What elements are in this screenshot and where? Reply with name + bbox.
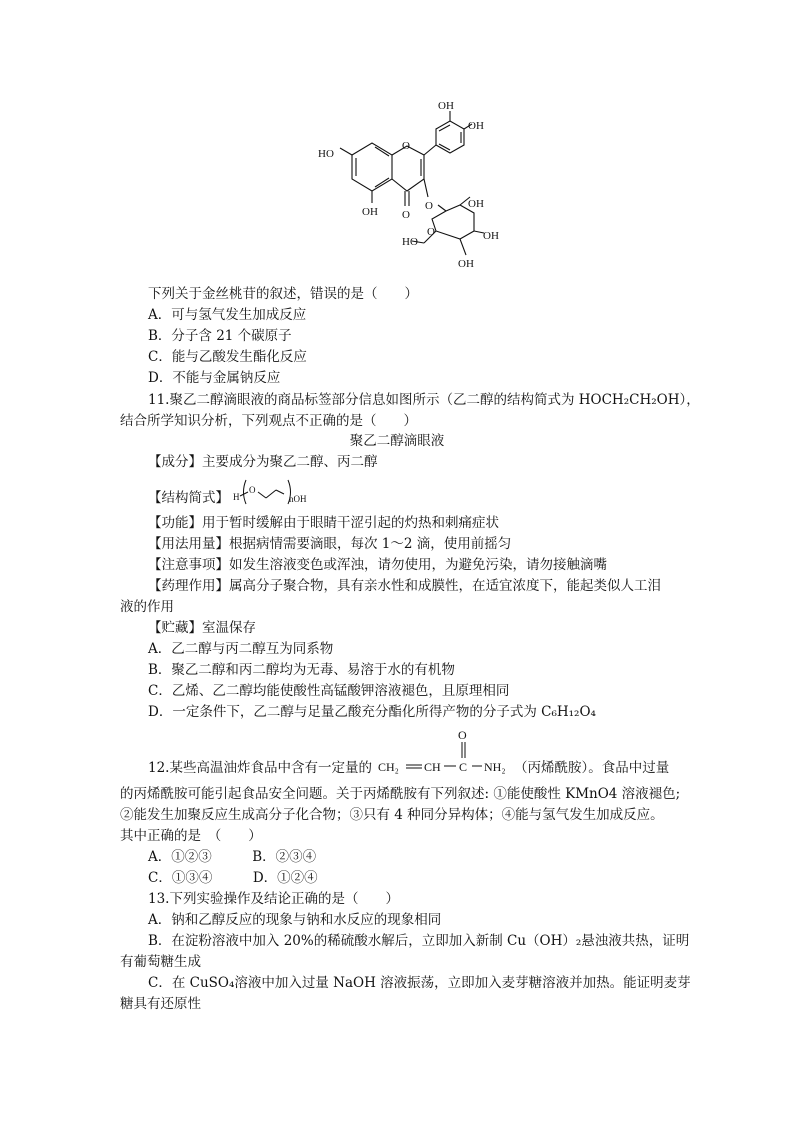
q12-options-ab: A．①②③ B．②③④ (148, 849, 317, 865)
q11-notes: 【注意事项】如发生溶液变色或浑浊，请勿使用，为避免污染，请勿接触滴嘴 (148, 557, 607, 573)
q11-ingredient: 【成分】主要成分为聚乙二醇、丙二醇 (148, 454, 378, 470)
q13-option-a: A．钠和乙醇反应的现象与钠和水反应的现象相同 (148, 912, 442, 928)
label-oh-top2: OH (468, 120, 484, 132)
q11-option-a: A．乙二醇与丙二醇互为同系物 (148, 641, 334, 657)
q11-usage: 【用法用量】根据病情需要滴眼，每次 1～2 滴，使用前摇匀 (148, 536, 512, 552)
q10-option-b: B．分子含 21 个碳原子 (148, 328, 292, 344)
label-ho-sugar: HO (402, 236, 418, 248)
label-o-keto: O (402, 209, 410, 221)
q10-option-c: C．能与乙酸发生酯化反应 (148, 349, 307, 365)
acrylamide-ch2: CH₂ (378, 760, 399, 774)
ring-b (436, 121, 464, 153)
q10-option-a: A．可与氢气发生加成反应 (148, 307, 307, 323)
label-o-ring: O (402, 140, 410, 152)
label-oh-bottom: OH (362, 206, 378, 218)
q13-option-c-line1: C．在 CuSO₄溶液中加入过量 NaOH 溶液振荡，立即加入麦芽糖溶液并加热。能证明麦芽 (148, 975, 691, 991)
hyperoside-structure-diagram (300, 100, 540, 285)
q12-stem-suffix: （丙烯酰胺）。食品中过量 (514, 760, 670, 776)
q11-option-b: B．聚乙二醇和丙二醇均为无毒、易溶于水的有机物 (148, 662, 455, 678)
q11-option-d: D．一定条件下，乙二醇与足量乙酸充分酯化所得产物的分子式为 C₆H₁₂O₄ (148, 704, 596, 720)
q11-stem-line2: 结合所学知识分析，下列观点不正确的是（ ） (120, 413, 417, 429)
q13-option-b-line2: 有葡萄糖生成 (120, 954, 201, 970)
acrylamide-ch: CH (424, 760, 441, 774)
label-oh-sugar2: OH (483, 230, 499, 242)
ring-c (392, 146, 424, 191)
label-oh-sugar3: OH (458, 258, 474, 270)
q12-stem-line3: ②能发生加聚反应生成高分子化合物；③只有 4 种同分异构体；④能与氢气发生加成反应。 (120, 807, 664, 823)
q11-option-c: C．乙烯、乙二醇均能使酸性高锰酸钾溶液褪色，且原理相同 (148, 683, 510, 699)
peg-n-oh: nOH (289, 494, 307, 504)
q10-option-d: D．不能与金属钠反应 (148, 370, 281, 386)
q13-option-c-line2: 糖具有还原性 (120, 996, 201, 1012)
peg-structure-formula (232, 476, 312, 508)
acrylamide-c: C (459, 760, 468, 774)
acrylamide-nh2: NH₂ (484, 760, 506, 774)
peg-h: H (233, 492, 240, 502)
q10-stem: 下列关于金丝桃苷的叙述，错误的是（ ） (148, 286, 418, 302)
q11-storage: 【贮藏】室温保存 (148, 620, 256, 636)
q13-option-b-line1: B．在淀粉溶液中加入 20%的稀硫酸水解后，立即加入新制 Cu（OH）₂悬浊液共热，证明 (148, 933, 690, 949)
peg-o: O (249, 485, 256, 495)
label-ho-left: HO (318, 148, 334, 160)
q12-stem-prefix: 12.某些高温油炸食品中含有一定量的 (148, 760, 372, 776)
q12-stem-line2: 的丙烯酰胺可能引起食品安全问题。关于丙烯酰胺有下列叙述: ①能使酸性 KMnO4 溶液褪色; (120, 786, 681, 802)
acrylamide-formula (378, 726, 513, 778)
label-oh-sugar1: OH (468, 198, 484, 210)
acrylamide-o: O (458, 728, 467, 742)
q11-label-title: 聚乙二醇滴眼液 (349, 433, 445, 449)
label-o-sugar: O (427, 226, 435, 238)
q12-options-cd: C．①③④ D．①②④ (148, 870, 318, 886)
q11-pharma-line1: 【药理作用】属高分子聚合物，具有亲水性和成膜性，在适宜浓度下，能起类似人工泪 (148, 578, 661, 594)
q11-stem-line1: 11.聚乙二醇滴眼液的商品标签部分信息如图所示（乙二醇的结构简式为 HOCH₂CH₂OH）， (148, 392, 700, 408)
sugar-ring (432, 205, 474, 239)
q13-stem: 13.下列实验操作及结论正确的是（ ） (148, 891, 399, 907)
q12-stem-line4: 其中正确的是 （ ） (120, 828, 262, 844)
label-o-link: O (425, 200, 433, 212)
ring-a (352, 143, 392, 191)
label-oh-top1: OH (438, 100, 454, 112)
q11-pharma-line2: 液的作用 (120, 599, 174, 615)
q11-function: 【功能】用于暂时缓解由于眼睛干涩引起的灼热和刺痛症状 (148, 515, 499, 531)
q11-structure-label: 【结构简式】 (148, 490, 229, 506)
